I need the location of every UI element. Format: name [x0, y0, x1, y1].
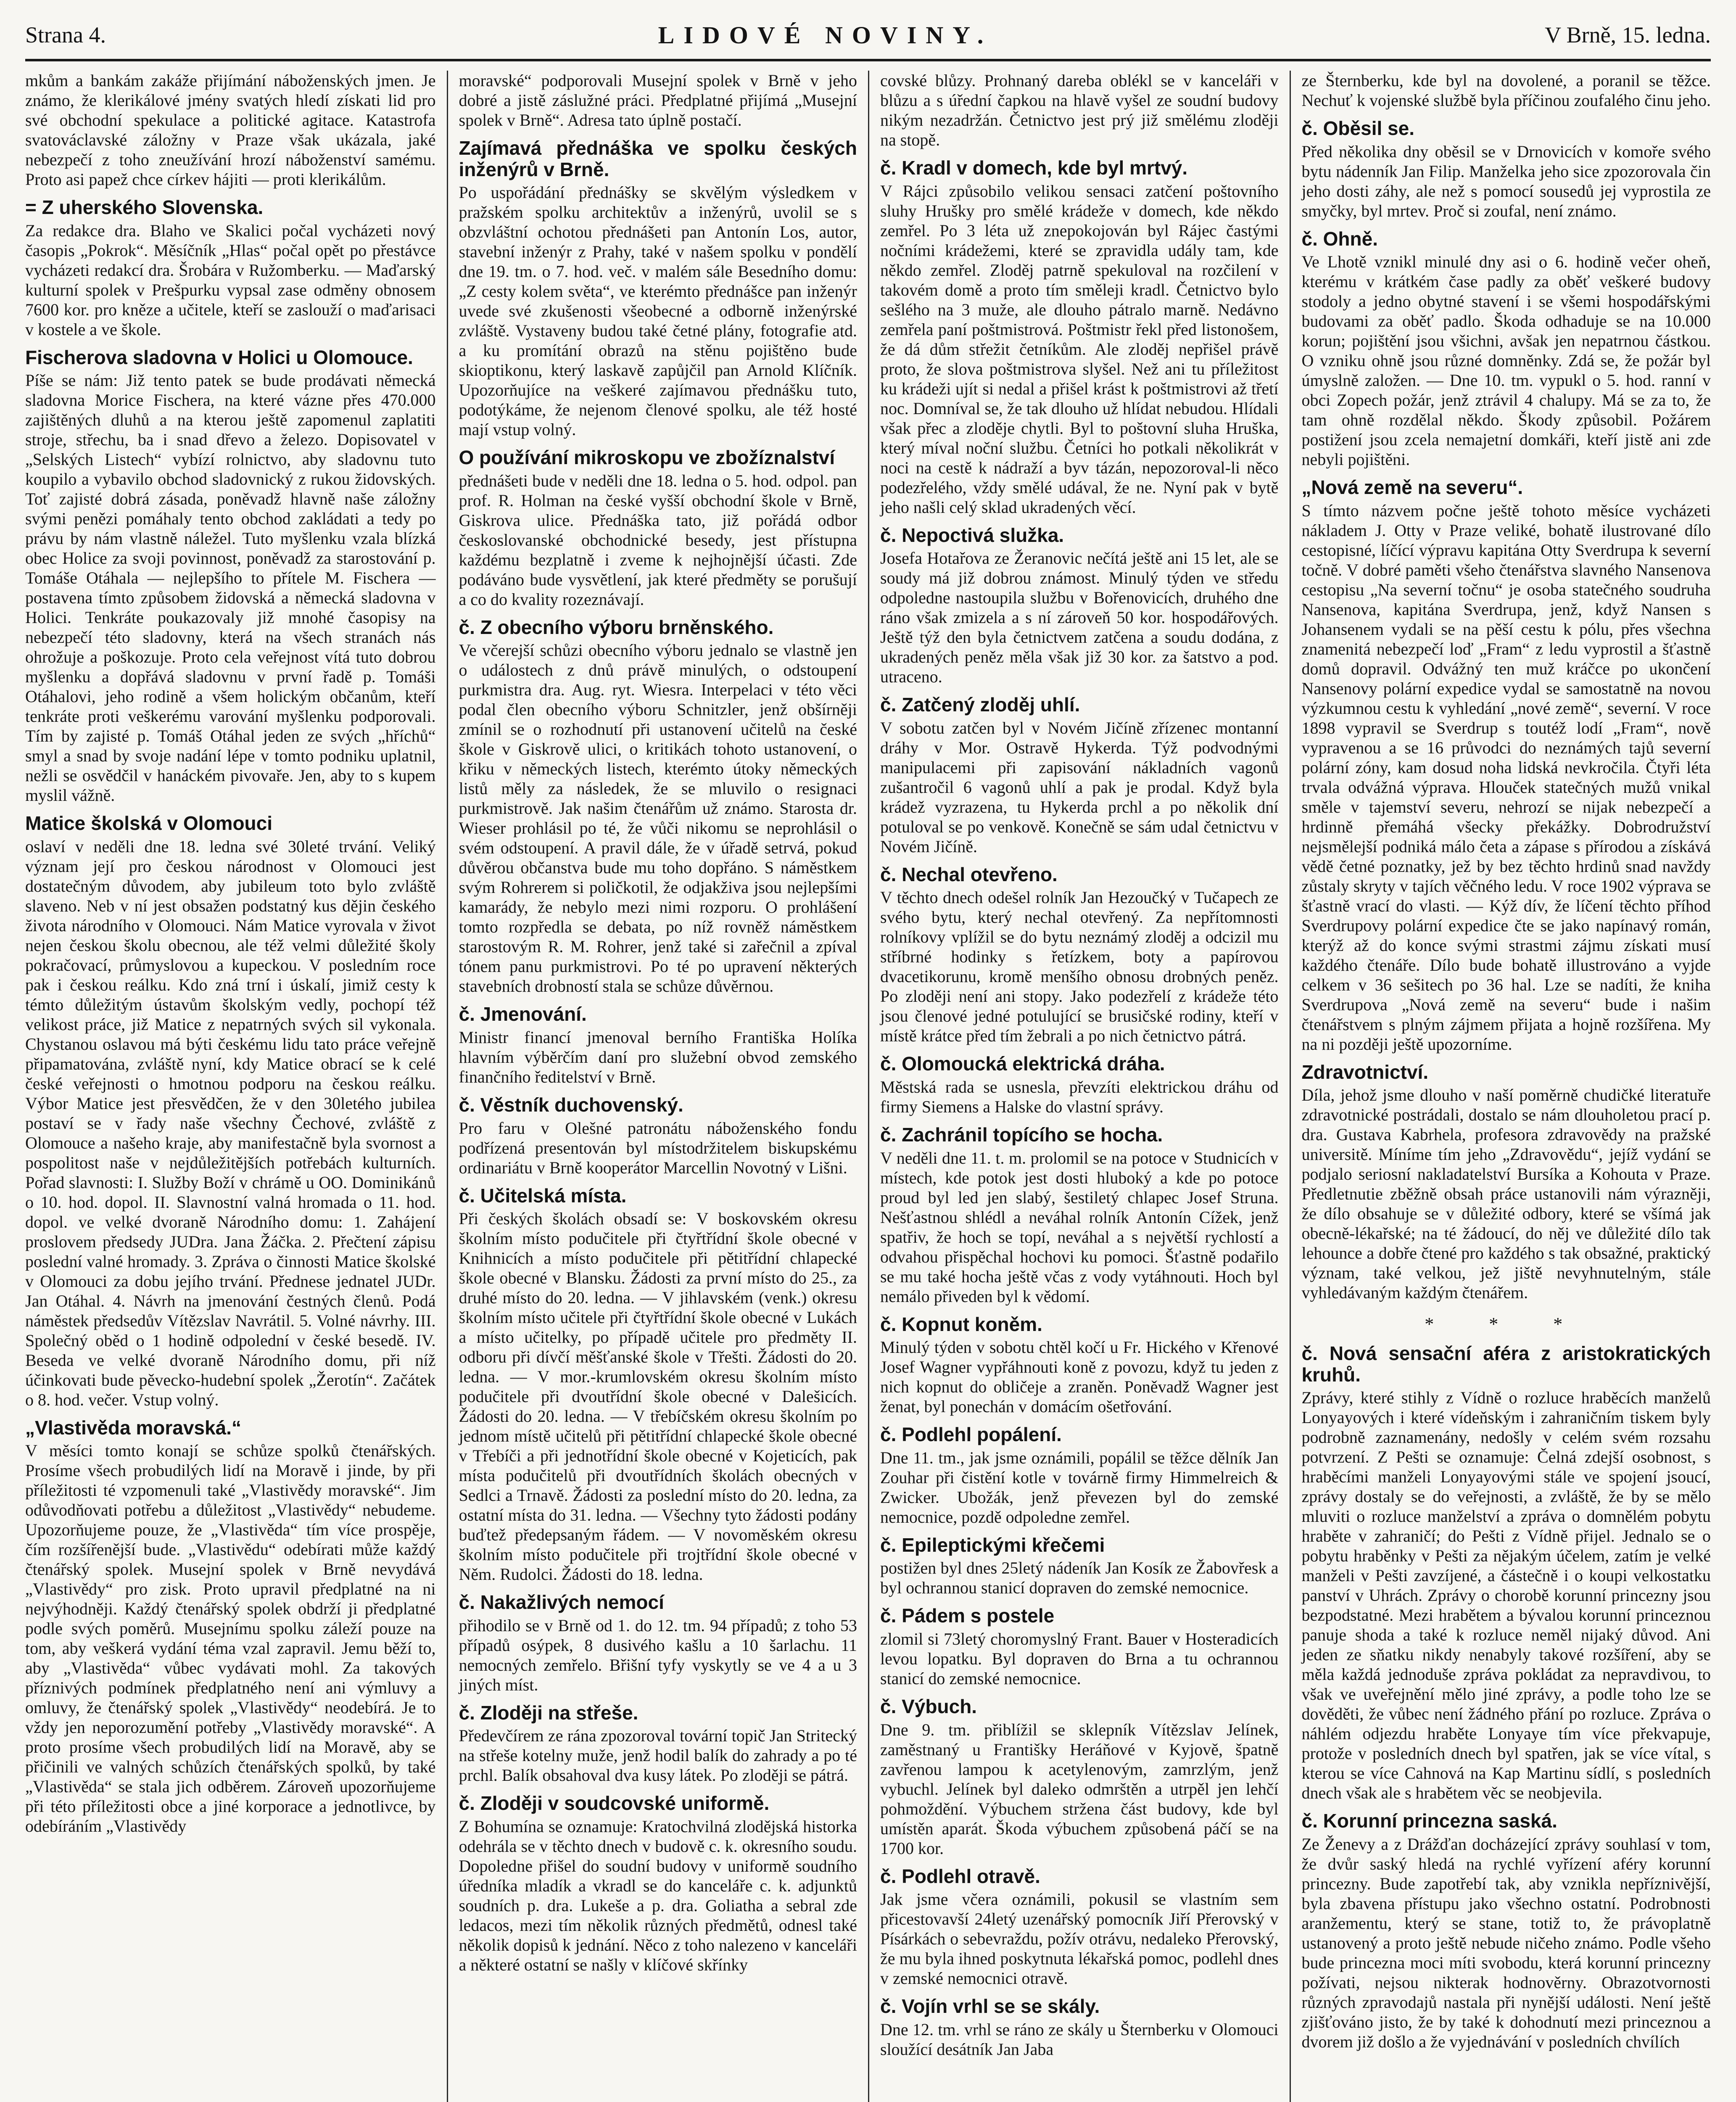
article-heading: č. Jmenování.	[459, 1003, 587, 1025]
article-paragraph: Minulý týden v sobotu chtěl kočí u Fr. Hického v Křenové Josef Wagner vypřáhnouti koně z povozu, když tu jeden z nich kopnut do obličeje a zraněn. Poněvadž Wagner jest ženat, byl ponechán v domácím ošetřování.	[880, 1338, 1279, 1416]
newspaper-title: LIDOVÉ NOVINY.	[658, 21, 993, 49]
article-paragraph: Dne 9. tm. přiblížil se sklepník Vítězslav Jelínek, zaměstnaný u Františky Heráňové v Kyjově, špatně zavřenou lampou k acetylenovým, zamrzlým, jenž vybuchl. Jelínek byl daleko odmrštěn a utrpěl jen lehčí pohmoždění. Výbuchem stržena část budovy, kde byl umístěn aparát. Škoda výbuchem způsobená páčí se na 1700 kor.	[880, 1720, 1279, 1858]
article-paragraph: přednášeti bude v neděli dne 18. ledna o 5. hod. odpol. pan prof. R. Holman na české vyšší obchodní škole v Brně, Giskrova ulice. Přednáška tato, již pořádá odbor českoslovanské obchodnické besedy, jest přístupna každému bezplatně i zveme k nejhojnější účasti. Zde podáváno bude vysvětlení, jak které předměty se porušují a co do kvality rozeznávají.	[459, 471, 857, 609]
article-paragraph: V Rájci způsobilo velikou sensaci zatčení poštovního sluhy Hrušky pro smělé krádeže v domech, kde někdo zemřel. Po 3 léta už znepokojován byl Rájec častými nočními krádežemi, které se zpravidla udály tam, kde někdo zemřel. Zloděj patrně spekuloval na rozčilení v takovém domě a proto tím směleji kradl. Četnictvo bylo sešlého na 3 muže, ale dlouho pátralo marně. Nedávno zemřela paní poštmistrová. Poštmistr řekl před listonošem, že dá dům střežit četníkům. Ale zloděj nepřišel právě proto, že slova poštmistrova slyšel. Než ani tu příležitost ku krádeži ujít si nedal a přišel krást k poštmistrovi až třetí noc. Domníval se, že tak dlouho už hlídat nebudou. Hlídali však přec a zloděje chytli. Byl to poštovní sluha Hruška, který míval noční službu. Četníci ho potkali několikrát v noci na cestě k nádraží a byv tázán, nepozoroval-li něco podezřelého, vždy smělé udával, že ne. Nyní pak v bytě jeho našli celý sklad ukradených věcí.	[880, 181, 1279, 517]
article-heading: č. Učitelská místa.	[459, 1184, 627, 1207]
article-heading: č. Ohně.	[1301, 227, 1378, 250]
article-heading: č. Z obecního výboru brněnského.	[459, 616, 774, 638]
article-heading: č. Podlehl otravě.	[880, 1865, 1040, 1887]
page-header	[25, 12, 1711, 58]
article-paragraph: Před několika dny oběsil se v Drnovicích v komoře svého bytu nádenník Jan Filip. Manželka jeho sice zpozorovala čin jeho dosti záhy, ale než s pomocí sousedů jej vyprostila ze smyčky, byl mrtev. Proč si zoufal, není známo.	[1301, 142, 1711, 220]
article-heading: č. Epileptickými křečemi	[880, 1534, 1105, 1556]
article-paragraph: Ministr financí jmenoval berního Františka Holíka hlavním výběrčím daní pro služební obvod zemského finančního ředitelství v Brně.	[459, 1027, 857, 1086]
article-paragraph: S tímto názvem počne ještě tohoto měsíce vycházeti nákladem J. Otty v Praze veliké, bohatě ilustrované dílo cestopisné, líčící výpravu kapitána Otty Sverdrupa k severní točně. V dobré paměti všeho čtenářstva slavného Nansenova cestopisu „Na severní točnu“ je osoba statečného soudruha Nansenova, kapitána Sverdrupa, jenž, když Nansen s Johansenem vydali se na pěší cestu k pólu, přes všechna znamenitá nebezpečí loď „Fram“ z ledu vyprostil a šťastně domů dopravil. Odvážný ten muž kráčce po ukončení Nansenovy polární expedice vydal se samostatně na novou výzkumnou cestu k vyhledání „nové země“, severní. V roce 1898 vypravil se Sverdrup s toutéž lodí „Fram“, nově vypravenou a se 16 průvodci do neznámých tajů severní polární zóny, kam dosud noha lidská nevkročila. Čtyři léta trvala odvážná výprava. Hlouček statečných mužů vnikal směle v tajemství severu, nehrozí se nijak nebezpečí a hrdinně přemáhá všecky překážky. Dobrodružství nejsmělejší podniká málo četa a zápase s přírodou a získává vědě četné poznatky, jež by bez těchto hrdinů snad navždy zůstaly skryty v tajích věčného ledu. V roce 1902 výprava se šťastně vrací do vlasti. — Kýž dív, že líčení těchto příhod Sverdrupovy polární expedice čte se jako napínavý román, kterýž až do konce svými strastmi zájmu získati musí každého čtenáře. Dílo bude bohatě illustrováno a vyjde celkem v 36 sešitech po 36 hal. Lze se nadíti, že kniha Sverdrupova „Nová země na severu“ bude i našim čtenářstvem s plným zájmem přijata a hojně rozšířena. My na ni později ještě upozorníme.	[1301, 501, 1711, 1054]
article-heading: č. Zachránil topícího se hocha.	[880, 1123, 1163, 1146]
article-paragraph: V měsíci tomto konají se schůze spolků čtenářských. Prosíme všech probudilých lidí na Moravě i jinde, by při příležitosti té vzpomenuli také „Vlastivědy moravské“. Jim odůvodňovati potřebu a důležitost „Vlastivědy“ nebudeme. Upozorňujeme pouze, že „Vlastivěda“ tím více prospěje, čím rozšířenější bude. „Vlastivědu“ odebírati může každý čtenářský spolek. Musejní spolek v Brně nevydává „Vlastivědy“ pro zisk. Proto upravil předplatné na ni nejvýhodněji. Každý čtenářský spolek obdrží ji předplatné podle svých poměrů. Musejnímu spolku záleží pouze na tom, aby veškerá vydání téma vzal zapravil. Jemu běží to, aby „Vlastivěda“ vůbec vydávati mohl. Za takových příznivých podmínek předplatného není ani výmluvy a omluvy, že čtenářský spolek „Vlastivědy“ neodebírá. Je to vždy jen neporozumění potřeby „Vlastivědy moravské“. A proto prosíme všech probudilých lidí na Moravě, aby se přičinili ve valných schůzích čtenářských spolků, by také „Vlastivěda“ se stala jich odběrem. Zároveň upozorňujeme při této příležitosti obce a jiné korporace a jednotlivce, by odebíráním „Vlastivědy	[25, 1441, 436, 1836]
article-heading: Matice školská v Olomouci	[25, 812, 273, 834]
article-paragraph: Ve Lhotě vznikl minulé dny asi o 6. hodině večer oheň, kterému v krátkém čase padly za oběť veškeré budovy stodoly a jedno obytné stavení i se všemi hospodářskými budovami za oběť padlo. Škoda odhaduje se na 10.000 korun; pojištění jsou všichni, avšak jen nepatrnou částkou. O vzniku ohně jsou různé domněnky. Zdá se, že požár byl úmyslně založen. — Dne 10. tm. vypukl o 5. hod. ranní v obci Zopech požár, jenž ztrávil 4 chalupy. Má se za to, že tam ohně rozdělal někdo. Škody způsobil. Požárem postižení jsou zcela nemajetní domkáři, kteří jistě ani zde nebyli pojištěni.	[1301, 252, 1711, 469]
section-separator: * * *	[1425, 1314, 1588, 1335]
header-rule	[25, 59, 1711, 61]
article-heading: č. Pádem s postele	[880, 1605, 1055, 1627]
article-paragraph: Josefa Hotařova ze Žeranovic nečítá ještě ani 15 let, ale se soudy má již dobrou známost. Minulý týden ve středu odpoledne nastoupila službu v Bořenovicích, druhého dne ráno však zmizela a s ní zároveň 50 kor. hospodářových. Ještě týž den byla četnictvem zatčena a soudu dodána, z ukradených peněz měla však již 30 kor. za šatstvo a pod. utraceno.	[880, 549, 1279, 687]
article-paragraph: Ze Ženevy a z Drážďan docházející zprávy souhlasí v tom, že dvůr saský hledá na rychlé vyřízení aféry korunní princezny. Bude zapotřebí tak, aby vznikla nepříznivější, byla zbavena přístupu jako všechno ostatní. Podrobnosti aranžementu, který se stane, totiž to, že právoplatně ustanovený a proto ještě nebude ničeho známo. Podle všeho bude princezna moci míti svobodu, která korunní princezny požívati, nejsou nikterak hodnověrny. Obrazotvornosti různých zpravodajů nastala při nynější události. Není ještě zjišťováno jisto, že by také k dohodnutí mezi princeznou a dvorem již došlo a že vyjednávání v posledních chvílích	[1301, 1834, 1711, 2051]
article-paragraph: Dne 12. tm. vrhl se ráno ze skály u Šternberku v Olomouci sloužící desátník Jan Jaba	[880, 2020, 1279, 2059]
article-paragraph: přihodilo se v Brně od 1. do 12. tm. 94 případů; z toho 53 případů osýpek, 8 dusivého kašlu a 10 šarlachu. 11 nemocných zemřelo. Břišní tyfy vyskytly se ve 4 a u 3 jiných míst.	[459, 1616, 857, 1694]
article-paragraph: ze Šternberku, kde byl na dovolené, a poranil se těžce. Nechuť k vojenské službě byla příčinou zoufalého činu jeho.	[1301, 71, 1711, 110]
article-heading: č. Podlehl popálení.	[880, 1423, 1062, 1446]
article-paragraph: Městská rada se usnesla, převzíti elektrickou dráhu od firmy Siemens a Halske do vlastní správy.	[880, 1077, 1279, 1116]
article-paragraph: V těchto dnech odešel rolník Jan Hezoučký v Tučapech ze svého bytu, který nechal otevřený. Za nepřítomnosti rolníkovy vplížil se do bytu neznámý zloděj a odcizil mu stříbrné hodinky s řetízkem, boty a papírovou dvacetikorunu, kromě menšího obnosu drobných peněz. Po zloději není ani stopy. Jako podezřelí z krádeže této jsou členové jedné potulující se brusičské rodiny, kteří v místě krátce před tím žebrali a po nich četnictvo pátrá.	[880, 888, 1279, 1046]
article-paragraph: postižen byl dnes 25letý nádeník Jan Kosík ze Žabovřesk a byl ochrannou stanicí dopraven do zemské nemocnice.	[880, 1558, 1279, 1598]
article-heading: č. Nakažlivých nemocí	[459, 1591, 664, 1613]
article-paragraph: moravské“ podporovali Musejní spolek v Brně v jeho dobré a jistě záslužné práci. Předplatné přijímá „Musejní spolek v Brně“. Adresa tato úplně postačí.	[459, 71, 857, 129]
article-paragraph: Z Bohumína se oznamuje: Kratochvilná zlodějská historka odehrála se v těchto dnech v budově c. k. okresního soudu. Dopoledne přišel do soudní budovy v uniformě soudního úředníka mladík a vkradl se do kanceláře c. k. adjunktů soudních p. dra. Lukeše a p. dra. Goliatha a sebral zde ledacos, mezi tím několik různých předmětů, odnesl také několik dopisů k jednání. Něco z toho nalezeno v kanceláři a některé ostatní se našly v klíčové skřínky	[459, 1817, 857, 1974]
article-heading: č. Výbuch.	[880, 1695, 977, 1717]
column-3	[868, 71, 1290, 2102]
article-paragraph: Jak jsme včera oznámili, pokusil se vlastním sem přicestovavší 24letý uzenářský pomocník Jiří Přerovský v Písárkách o sebevraždu, požív otrávu, nedaleko Přerovský, že mu byla ihned poskytnuta lékařská pomoc, podlehl dnes v zemské nemocnici otravě.	[880, 1890, 1279, 1988]
article-paragraph: zlomil si 73letý choromyslný Frant. Bauer v Hosteradicích levou lopatku. Byl dopraven do Brna a tu ochrannou stanicí do zemské nemocnice.	[880, 1629, 1279, 1688]
article-paragraph: V neděli dne 11. t. m. prolomil se na potoce v Studnicích v místech, kde potok jest dosti hluboký a kde po potoce proud byl led jen slabý, šestiletý chlapec Josef Struna. Nešťastnou shlédl a neváhal rolník Antonín Cížek, jenž spatřiv, že hoch se topí, neváhal a s největší rychlostí a odvahou přispěchal hochovi ku pomoci. Šťastně podařilo se mu také hocha ještě včas z vody vytáhnouti. Hoch byl nemálo přiveden byl k vědomí.	[880, 1148, 1279, 1306]
article-paragraph: Předevčírem ze rána zpozoroval tovární topič Jan Stritecký na střeše kotelny muže, jenž hodil balík do zahrady a po té prchl. Balík obsahoval dva kusy látek. Po zloději se pátrá.	[459, 1726, 857, 1785]
article-heading: č. Olomoucká elektrická dráha.	[880, 1053, 1165, 1075]
article-paragraph: Pro faru v Olešné patronátu náboženského fondu podřízená presentován byl místodržitelem biskupskému ordinariátu v Brně kooperátor Marcellin Novotný v Lišni.	[459, 1118, 857, 1177]
article-heading: č. Vojín vrhl se se skály.	[880, 1995, 1100, 2017]
article-heading: č. Věstník duchovenský.	[459, 1093, 683, 1116]
article-heading: č. Korunní princezna saská.	[1301, 1810, 1557, 1832]
article-heading: č. Oběsil se.	[1301, 117, 1414, 139]
article-heading: č. Zloději v soudcovské uniformě.	[459, 1792, 770, 1814]
article-heading: č. Kopnut koněm.	[880, 1313, 1042, 1335]
article-paragraph: Po uspořádání přednášky se skvělým výsledkem v pražském spolku architektův a inženýrů, uvolil se s obzvláštní ochotou přednášeti pan Antonín Los, autor, stavební inženýr z Prahy, také v našem spolku v pondělí dne 19. tm. o 7. hod. več. v malém sále Besedního domu: „Z cesty kolem světa“, ve kterémto přednášce pan inženýr uvede své zkušenosti všeobecné a odborně inženýrské zvláště. Vystaveny budou také četné plány, fotografie atd. a ku promítání obrazů na stěnu pojištěno bude skioptikonu, který laskavě zapůjčil pan Arnold Klíčník. Upozorňujíce na veškeré zajímavou přednášku tuto, podotýkáme, že nejenom členové spolku, ale též hosté mají vstup volný.	[459, 183, 857, 439]
article-paragraph: Ve včerejší schůzi obecního výboru jednalo se vlastně jen o událostech z dnů právě minulých, o odstoupení purkmistra dra. Aug. ryt. Wiesra. Interpelaci v této věci podal člen obecního výboru Schnitzler, jenž obšírněji zmínil se o rozhodnutí při ustanovení učitelů na české škole v Giskrově ulici, o kritikách tohoto ustanovení, o křiku v německých listech, kterémto útoky německých listů měly za následek, že se mluvilo o resignaci purkmistrově. Jak našim čtenářům už známo. Starosta dr. Wieser prohlásil po té, že vůči nikomu se neprohlásil o svém odstoupení. A pravil dále, že v úřadě setrvá, pokud důvěrou občanstva bude mu toho dopřáno. S náměstkem svým Rohrerem si poličkotil, že odjakživa jsou nejlepšími kamarády, že nebylo mezi nimi rozporu. O prohlášení tomto rozpředla se debata, po níž rovněž náměstkem starostovým R. M. Rohrer, jenž také si zařečnil a zpíval tónem panu purkmistrovi. Po té po upravení některých stavebních drobností stala se schůze důvěrnou.	[459, 641, 857, 996]
article-heading: č. Nechal otevřeno.	[880, 863, 1058, 885]
column-2	[447, 71, 868, 2102]
article-heading: č. Kradl v domech, kde byl mrtvý.	[880, 157, 1188, 179]
article-paragraph: mkům a bankám zakáže přijímání náboženských jmen. Je známo, že klerikálové jmény svatých hledí získati lid pro své obchodní spekulace a politické agitace. Katastrofa svatováclavské záložny v Praze však ukázala, jaké nebezpečí z toho zneužívání hrozí náboženství samému. Proto asi papež chce církev hájiti — proti klerikálům.	[25, 71, 436, 189]
newspaper-columns	[25, 71, 1711, 2102]
article-heading: „Nová země na severu“.	[1301, 476, 1523, 499]
page-number: Strana 4.	[25, 22, 106, 48]
article-paragraph: Dne 11. tm., jak jsme oznámili, popálil se těžce dělník Jan Zouhar při čistění kotle v továrně firmy Himmelreich & Zwicker. Ubožák, jenž převezen byl do zemské nemocnice, pozdě odpoledne zemřel.	[880, 1448, 1279, 1526]
article-heading: O používání mikroskopu ve zbožíznalství	[459, 446, 835, 469]
article-heading: č. Zloději na střeše.	[459, 1701, 638, 1724]
column-4	[1290, 71, 1711, 2102]
dateline: V Brně, 15. ledna.	[1545, 22, 1711, 48]
article-paragraph: Za redakce dra. Blaho ve Skalici počal vycházeti nový časopis „Pokrok“. Měsíčník „Hlas“ počal opět po přestávce vycházeti redakcí dra. Šrobára v Ružomberku. — Maďarský kulturní spolek v Prešpurku vypsal zase odměny obnosem 7600 kor. pro kněze a učitele, kteří se zaslouží o maďarisaci v kostele a ve škole.	[25, 221, 436, 339]
article-heading: Fischerova sladovna v Holici u Olomouce.	[25, 346, 413, 368]
article-paragraph: oslaví v neděli dne 18. ledna své 30leté trvání. Veliký význam její pro českou národnost v Olomouci jest dostatečným důvodem, aby jubileum toto bylo zvláště slaveno. Neb v ní jest obsažen podstatný kus dějin českého života národního v Olomouci. Nám Matice vyrovala v život nejen českou školu obecnou, ale též velmi důležité školy pokračovací, průmyslovou a kupeckou. V posledním roce pak i českou reálku. Kdo zná trní i úskalí, jimiž cesty k témto důležitým ústavům školským vedly, pochopí též velikost práce, již Matice z nepatrných svých sil vykonala. Chystanou oslavou má býti českému lidu tato práce veřejně připamatována, zvláště nyní, kdy Matice obrací se k celé české veřejnosti o hmotnou podporu na českou reálku. Výbor Matice jest přesvědčen, že v den 30letého jubilea postaví se v řady naše všechny Čechové, zvláště z Olomouce a našeho kraje, aby manifestačně byla svornost a pospolitost naše v nejdůležitějších potřebách kulturních. Pořad slavnosti: I. Služby Boží v chrámě u OO. Dominikánů o 10. hod. dopol. II. Slavnostní valná hromada o 11. hod. dopol. ve velké dvoraně Národního domu: 1. Zahájení proslovem předsedy JUDra. Jana Žáčka. 2. Přečtení zápisu poslední valné hromady. 3. Zpráva o činnosti Matice školské v Olomouci za dobu jejího trvání. Přednese jednatel JUDr. Jan Otáhal. 4. Návrh na jmenování čestných členů. Podá náměstek předsedův Vítězslav Navrátil. 5. Volné návrhy. III. Společný oběd o 1 hodině odpolední v české besedě. IV. Beseda ve velké dvoraně Národního domu, při níž účinkovati bude pěvecko-hudební spolek „Žerotín“. Začátek o 8. hod. večer. Vstup volný.	[25, 837, 436, 1409]
article-heading: č. Zatčený zloděj uhlí.	[880, 694, 1080, 716]
article-heading: č. Nepoctivá služka.	[880, 524, 1064, 546]
article-heading: Zdravotnictví.	[1301, 1061, 1429, 1083]
article-paragraph: Píše se nám: Již tento patek se bude prodávati německá sladovna Morice Fischera, na které vázne přes 470.000 zajištěných dluhů a na kterou ještě zapomenul zaplatiti stroje, střechu, ba i snad dřevo a železo. Dopisovatel v „Selských Listech“ vybízí rolnictvo, aby sladovnu tuto koupilo a vybavilo obchod sladovnický z rukou židovských. Toť zajisté dobrá zásada, poněvadž hlavně naše záložny svými penězi pomáhaly tento obchod zakládati a tedy po právu by nám vlastně náležel. Tuto myšlenku vzala blízká obec Holice za svoji povinnost, poněvadž za starostování p. Tomáše Otáhala — nejlepšího to přítele M. Fischera — postavena tímto způsobem židovská a německá sladovna v Holici. Tenkráte poukazovaly již mnohé časopisy na nebezpečí této sladovny, která na všech stranách nás ohrožuje a poškozuje. Proto cela veřejnost vítá tuto dobrou myšlenku a dopřává sladovnu v první řadě p. Tomáši Otáhalovi, jeho rodině a všem holickým občanům, kteří tenkráte proti veškerému varování myšlenku podporovali. Tím by zajisté p. Tomáš Otáhal jeden ze svých „hříchů“ smyl a snad by svoje nadání lépe v tomto podniku uplatnil, nežli se osvědčil v hanáckém pivovaře. Jen, aby to s kupem myslil vážně.	[25, 371, 436, 805]
article-paragraph: V sobotu zatčen byl v Novém Jičíně zřízenec montanní dráhy v Mor. Ostravě Hykerda. Týž podvodnými manipulacemi při zapisování nákladních vagonů zušantročil 6 vagonů uhlí a pak je prodal. Když byla krádež vyzrazena, tu Hykerda prchl a po několik dní potuloval se po venkově. Konečně se sám udal četnictvu v Novém Jičíně.	[880, 718, 1279, 856]
article-paragraph: Při českých školách obsadí se: V boskovském okresu školním místo podučitele při čtyřtřídní škole obecné v Knihnicích a místo podučitele při pětitřídní chlapecké škole obecné v Blansku. Žádosti za první místo do 25., za druhé místo do 20. ledna. — V jihlavském (venk.) okresu školním místo učitele při čtyřtřídní škole obecné v Lukách a místo učitelky, po případě učitele pro předměty II. odboru při dívčí měšťanské škole v Třešti. Žádosti do 20. ledna. — V mor.-krumlovském okresu školním místo podučitele při dvoutřídní škole obecné v Dalešicích. Žádosti do 20. ledna. — V třebíčském okresu školním po jednom místě učitelů při pětitřídní chlapecké škole obecné v Třebíči a při jednotřídní škole obecné v Kojeticích, pak místa podučitelů při dvoutřídních školách obecných v Sedlci a Trnavě. Žádosti za poslední místo do 20. ledna, za ostatní místa do 31. ledna. — Všechny tyto žádosti podány buďtež předepsaným řádem. — V novoměském okresu školním místo podučitele při trojtřídní škole obecné v Něm. Rudolci. Žádosti do 18. ledna.	[459, 1209, 857, 1584]
article-heading: „Vlastivěda moravská.“	[25, 1416, 241, 1439]
article-paragraph: Díla, jehož jsme dlouho v naší poměrně chudičké literatuře zdravotnické postrádali, dostalo se nám dlouholetou prací p. dra. Gustava Kabrhela, profesora zdravovědy na pražské universitě. Míníme tím jeho „Zdravovědu“, jejíž vydání se podjalo seriosní nakladatelství Bursíka a Kohouta v Praze. Předletnutie zběžně obsah práce ustanovili nám výrazněji, že dílo obsahuje se v důležité odbory, které se všímá jak obecně-lékařské; na té žádoucí, do něj ve důležité dílo tak lehounce a dobře čtené pro každého s tak obsažné, praktický význam, také velkou, jež jiště nevyhnutelným, stále vyhledávaným každým čtenářem.	[1301, 1085, 1711, 1302]
article-paragraph: covské blůzy. Prohnaný dareba oblékl se v kanceláři v blůzu a s úřední čapkou na hlavě vyšel ze soudní budovy nikým nezadržán. Četnictvo jest prý již smělému zloději na stopě.	[880, 71, 1279, 149]
article-heading: č. Nová sensační aféra z aristokratických kruhů.	[1301, 1342, 1711, 1386]
article-heading: = Z uherského Slovenska.	[25, 196, 264, 218]
article-heading: Zajímavá přednáška ve spolku českých inženýrů v Brně.	[459, 137, 857, 180]
article-paragraph: Zprávy, které stihly z Vídně o rozluce hraběcích manželů Lonyayových i které vídeňským i zahraničním tiskem byly podrobně zaznamenány, nedošly v celém svém rozsahu potvrzení. Z Pešti se oznamuje: Čelná zdejší osobnost, s hraběcími manželi Lonyayovými stále ve spojení jsoucí, zprávy dostaly se do veřejnosti, a zvláště, že by se mělo mluviti o rozluce manželství a zpráva o domnělém pobytu hraběte v zahraničí; do Pešti z Vídně přijel. Jednalo se o pobytu hraběnky v Pešti za nějakým účelem, zatím je velké manželi v Pešti zavzíjené, a částečně i o koupi velkostatku panství v Uhrách. Zprávy o chorobě korunní princezny jsou bezpodstatné. Mezi hrabětem a bývalou korunní princeznou panuje shoda a také k rozluce neměl nijaký důvod. Ani jeden ze sňatku nikdy nenabyly takové rozšíření, aby se měla každá jednoduše zpráva pokládat za nepravdivou, to však ve uveřejnění mělo jiné zprávy, a podle toho lze se dověděti, že vůbec není žádného přání po rozluce. Zpráva o náhlém odjezdu hraběte Lonyaye tím více překvapuje, protože v posledních dnech byl spatřen, jak se více vítal, s kterou se více Cahnová na Kap Martinu sídlí, s posledních dnech však ale s hrabětem věc se neobjevila.	[1301, 1388, 1711, 1803]
column-1	[25, 71, 447, 2102]
